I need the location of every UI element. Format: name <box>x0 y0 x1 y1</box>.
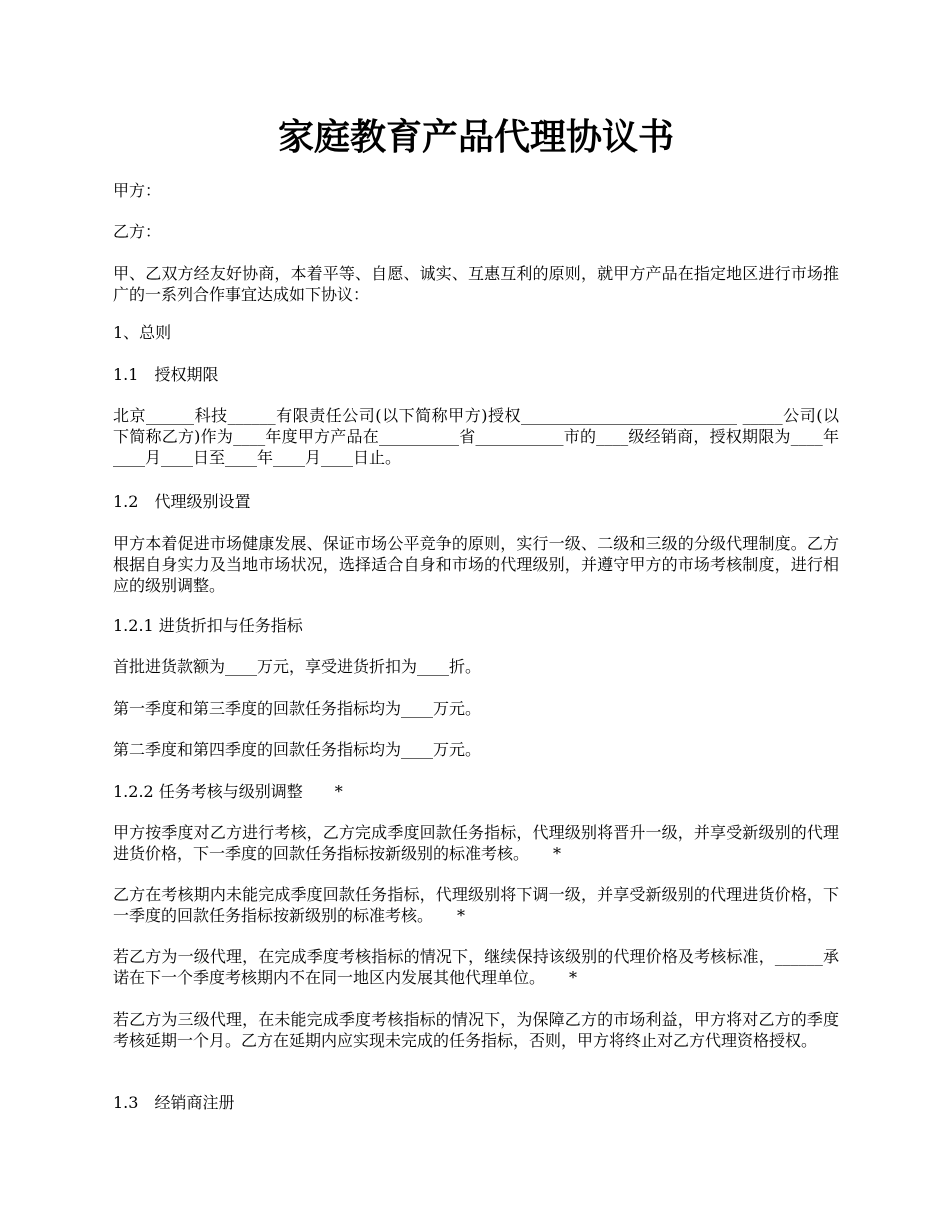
document-title: 家庭教育产品代理协议书 <box>277 116 674 158</box>
party-a-label: 甲方： <box>113 181 162 200</box>
demotion-paragraph: 乙方在考核期内未能完成季度回款任务指标，代理级别将下调一级，并享受新级别的代理进货价格，下一季度的回款任务指标按新级别的标准考核。 * <box>113 885 839 925</box>
q2-q4-target-paragraph: 第二季度和第四季度的回款任务指标均为____万元。 <box>113 740 482 759</box>
q1-q3-target-paragraph: 第一季度和第三季度的回款任务指标均为____万元。 <box>113 699 482 718</box>
section-heading-authorization-period: 1.1 授权期限 <box>113 365 219 384</box>
section-heading-assessment: 1.2.2 任务考核与级别调整 * <box>113 782 343 801</box>
promotion-paragraph: 甲方按季度对乙方进行考核，乙方完成季度回款任务指标，代理级别将晋升一级，并享受新级别的代理进货价格，下一季度的回款任务指标按新级别的标准考核。 * <box>113 823 839 863</box>
level-three-paragraph: 若乙方为三级代理，在未能完成季度考核指标的情况下，为保障乙方的市场利益，甲方将对乙方的季度考核延期一个月。乙方在延期内应实现未完成的任务指标，否则，甲方将终止对乙方代理资格授权。 <box>113 1010 839 1050</box>
intro-paragraph: 甲、乙双方经友好协商，本着平等、自愿、诚实、互惠互利的原则，就甲方产品在指定地区进行市场推广的一系列合作事宜达成如下协议： <box>113 264 839 304</box>
first-order-paragraph: 首批进货款额为____万元，享受进货折扣为____折。 <box>113 657 482 676</box>
section-heading-agency-levels: 1.2 代理级别设置 <box>113 492 251 511</box>
authorization-period-paragraph: 北京______科技______有限责任公司(以下简称甲方)授权___________________________ _____公司(以下简称乙方)作为____年度甲方产品在__________省___________市的____级经销商，授权期限为____年____月____日至____年____月____日止。 <box>113 406 839 467</box>
section-heading-dealer-registration: 1.3 经销商注册 <box>113 1093 235 1112</box>
party-b-label: 乙方： <box>113 222 162 241</box>
agency-levels-paragraph: 甲方本着促进市场健康发展、保证市场公平竞争的原则，实行一级、二级和三级的分级代理制度。乙方根据自身实力及当地市场状况，选择适合自身和市场的代理级别，并遵守甲方的市场考核制度，进行相应的级别调整。 <box>113 534 839 595</box>
section-heading-discount-targets: 1.2.1 进货折扣与任务指标 <box>113 616 303 635</box>
section-heading-general: 1、总则 <box>113 323 172 342</box>
level-one-paragraph: 若乙方为一级代理，在完成季度考核指标的情况下，继续保持该级别的代理价格及考核标准，______承诺在下一个季度考核期内不在同一地区内发展其他代理单位。 * <box>113 947 839 987</box>
